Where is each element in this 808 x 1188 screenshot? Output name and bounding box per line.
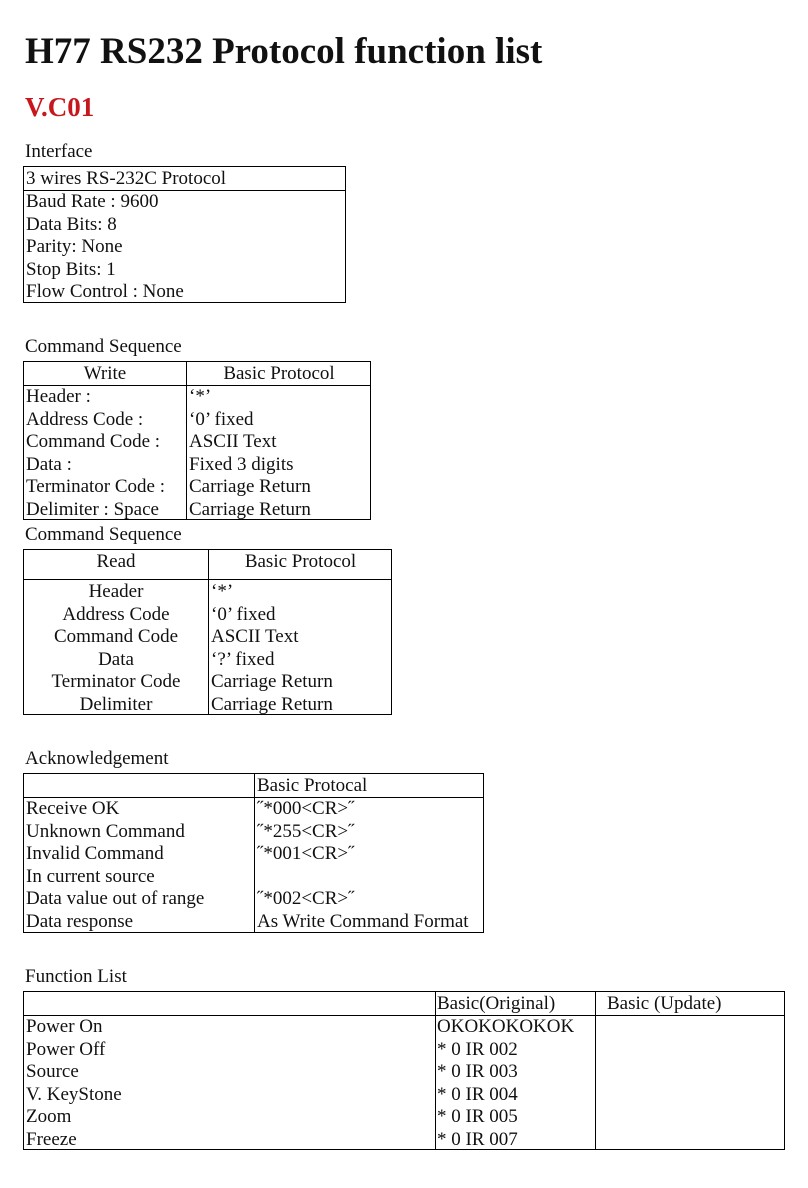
function-name: Power Off: [26, 1038, 106, 1060]
interface-section-label: Interface: [25, 141, 93, 162]
write-field: Delimiter : Space: [26, 498, 159, 520]
read-field: Terminator Code: [51, 671, 181, 692]
read-field: Address Code: [62, 603, 170, 625]
ack-field: Data response: [26, 910, 134, 932]
ack-field: Invalid Command: [26, 843, 164, 864]
ack-value: ˝*255<CR>˝: [257, 820, 355, 842]
write-protocol-header: Basic Protocol: [223, 363, 335, 384]
read-field: Data: [98, 648, 134, 670]
function-name: Source: [26, 1061, 79, 1082]
function-original-code: * 0 IR 002: [437, 1038, 518, 1060]
write-value: Fixed 3 digits: [189, 453, 294, 475]
interface-line: Stop Bits: 1: [26, 258, 116, 280]
ack-value: ˝*000<CR>˝: [257, 798, 355, 819]
read-value: Carriage Return: [211, 671, 333, 692]
function-original-code: OKOKOKOKOK: [437, 1016, 575, 1037]
ack-field: Data value out of range: [26, 888, 205, 909]
write-field: Data :: [26, 453, 72, 475]
write-field: Terminator Code :: [26, 476, 166, 497]
function-list-label: Function List: [25, 966, 127, 987]
function-original-code: * 0 IR 004: [437, 1083, 518, 1105]
read-value: ‘0’ fixed: [211, 603, 276, 625]
read-sequence-table: [23, 549, 392, 715]
write-value: Carriage Return: [189, 498, 311, 520]
function-name: Freeze: [26, 1128, 77, 1150]
write-value: ‘0’ fixed: [189, 408, 254, 430]
function-original-header: Basic(Original): [437, 993, 556, 1014]
ack-value: ˝*002<CR>˝: [257, 888, 355, 909]
write-sequence-table: [23, 361, 371, 520]
ack-field: Receive OK: [26, 798, 120, 819]
interface-line: Baud Rate : 9600: [26, 191, 159, 212]
write-value: Carriage Return: [189, 476, 311, 497]
interface-line: Parity: None: [26, 236, 123, 257]
write-field: Address Code :: [26, 408, 144, 430]
read-protocol-header: Basic Protocol: [244, 551, 357, 572]
write-sequence-label: Command Sequence: [25, 336, 182, 357]
function-name: Zoom: [26, 1106, 72, 1127]
read-value: Carriage Return: [211, 693, 333, 715]
function-update-header: Basic (Update): [607, 993, 722, 1014]
ack-protocol-header: Basic Protocal: [257, 775, 368, 796]
read-field: Delimiter: [79, 693, 153, 715]
read-value: ASCII Text: [211, 626, 299, 647]
function-name: V. KeyStone: [26, 1083, 122, 1105]
interface-line: Flow Control : None: [26, 281, 184, 302]
read-field: Command Code: [53, 626, 179, 647]
page-title: H77 RS232 Protocol function list: [25, 31, 543, 72]
version-label: V.C01: [25, 92, 95, 122]
read-value: ‘?’ fixed: [211, 648, 275, 670]
write-value: ASCII Text: [189, 431, 277, 452]
write-col-header: Write: [83, 363, 127, 384]
function-list-table: [23, 991, 785, 1150]
ack-value: As Write Command Format: [257, 910, 469, 932]
interface-line: Data Bits: 8: [26, 213, 117, 235]
ack-value: ˝*001<CR>˝: [257, 843, 355, 864]
function-original-code: * 0 IR 003: [437, 1061, 518, 1082]
interface-table: [23, 166, 346, 303]
function-original-code: * 0 IR 007: [437, 1128, 518, 1150]
write-field: Command Code :: [26, 431, 161, 452]
read-value: ‘*’: [211, 581, 234, 602]
ack-field: Unknown Command: [26, 820, 185, 842]
write-value: ‘*’: [189, 386, 212, 407]
write-field: Header :: [26, 386, 91, 407]
ack-section-label: Acknowledgement: [25, 748, 169, 769]
read-sequence-label: Command Sequence: [25, 524, 182, 545]
interface-header: 3 wires RS-232C Protocol: [26, 168, 227, 189]
ack-field: In current source: [26, 865, 155, 887]
read-col-header: Read: [96, 551, 136, 572]
read-field: Header: [88, 581, 144, 602]
function-original-code: * 0 IR 005: [437, 1106, 518, 1127]
function-name: Power On: [26, 1016, 103, 1037]
ack-table: [23, 773, 484, 933]
